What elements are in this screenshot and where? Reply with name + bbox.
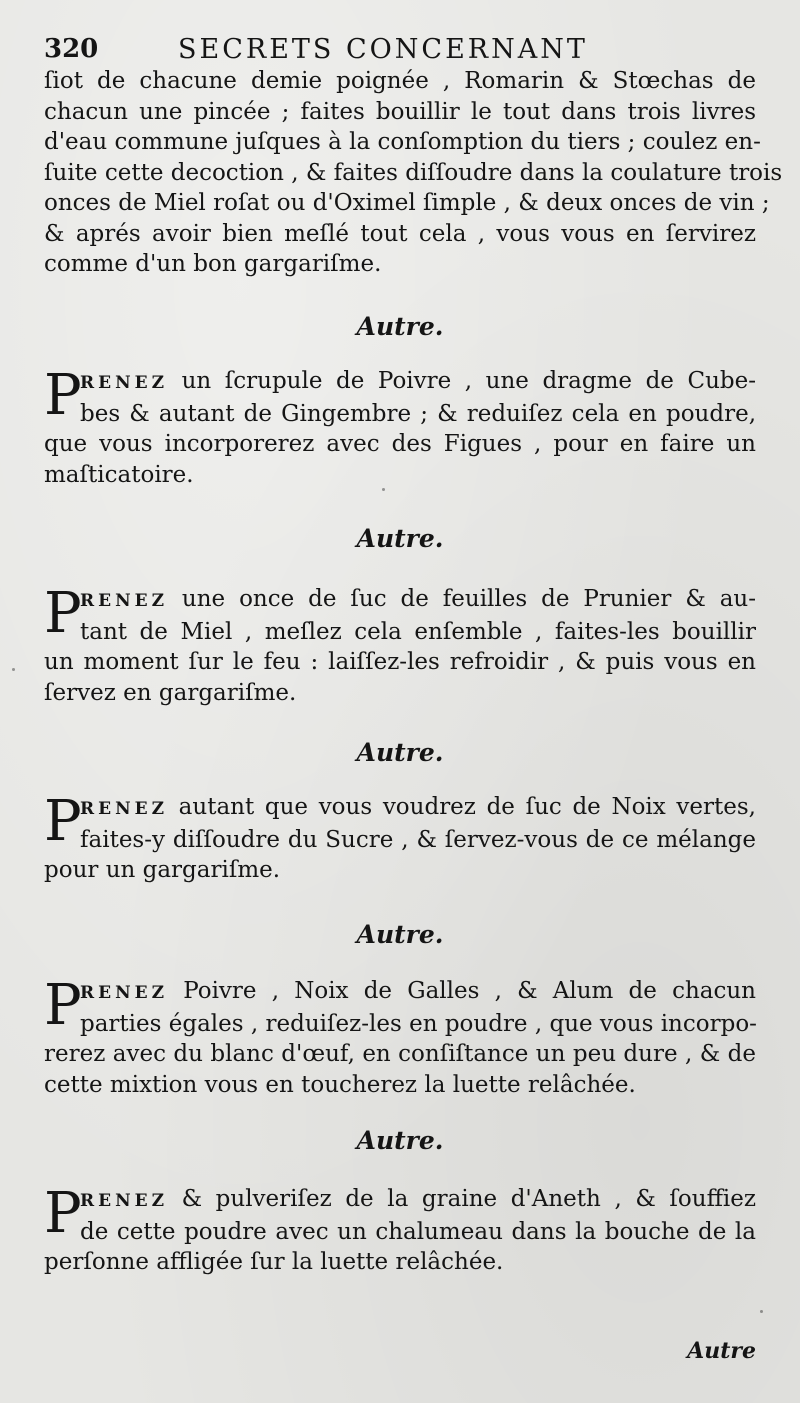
text-line: maſticatoire. xyxy=(44,461,194,488)
text-line: perſonne affligée ſur la luette relâchée. xyxy=(44,1249,504,1275)
catchword: Autre xyxy=(687,1338,756,1364)
running-title: SECRETS CONCERNANT xyxy=(178,34,588,65)
page-number: 320 xyxy=(44,34,99,64)
section-heading: Autre. xyxy=(356,1126,444,1155)
text-line: ſiot de chacune demie poignée , Romarin & Stœchas de xyxy=(44,68,756,94)
paper-speck xyxy=(12,668,15,671)
recipe-paragraph xyxy=(44,581,756,708)
text-line: & aprés avoir bien meſlé tout cela , vous vous en ſervirez xyxy=(44,220,756,247)
text-line: bes & autant de Gingembre ; & reduiſez cela en poudre, xyxy=(80,400,756,427)
line-text: Poivre , Noix de Galles , & Alum de chacun xyxy=(183,978,756,1004)
paper-speck xyxy=(382,488,385,491)
lead-word: RENEZ xyxy=(80,373,168,393)
paper-speck xyxy=(760,1310,763,1313)
text-line: chacun une pincée ; faites bouillir le tout dans trois livres xyxy=(44,98,756,125)
drop-cap: P xyxy=(44,973,82,1038)
text-line: onces de Miel roſat ou d'Oximel ſimple , & deux onces de vin ; xyxy=(44,190,770,216)
intro-paragraph xyxy=(44,66,783,280)
text-line xyxy=(44,1184,756,1217)
section-heading: Autre. xyxy=(356,920,444,949)
text-line xyxy=(44,366,756,399)
running-head xyxy=(44,34,754,68)
text-line: d'eau commune juſques à la conſomption du tiers ; coulez en- xyxy=(44,129,761,155)
lead-word: RENEZ xyxy=(80,983,168,1003)
recipe-paragraph xyxy=(44,789,756,886)
drop-cap: P xyxy=(44,789,82,854)
recipe-paragraph xyxy=(44,973,757,1100)
lead-word: RENEZ xyxy=(80,799,168,819)
line-text: un ſcrupule de Poivre , une dragme de Cube- xyxy=(181,368,756,394)
section-heading: Autre. xyxy=(356,524,444,553)
text-line xyxy=(44,584,756,617)
recipe-paragraph xyxy=(44,363,756,490)
line-text: & pulveriſez de la graine d'Aneth , & ſouffiez xyxy=(181,1186,756,1212)
lead-word: RENEZ xyxy=(80,1191,168,1211)
section-heading: Autre. xyxy=(356,738,444,767)
text-line xyxy=(44,792,756,825)
drop-cap: P xyxy=(44,581,82,646)
text-line: ſuite cette decoction , & faites diſſoudre dans la coulature trois xyxy=(44,159,783,186)
text-line: cette mixtion vous en toucherez la luette relâchée. xyxy=(44,1071,636,1098)
text-line: pour un gargariſme. xyxy=(44,857,281,883)
text-line: parties égales , reduiſez-les en poudre , que vous incorpo- xyxy=(80,1010,757,1037)
text-line: rerez avec du blanc d'œuf, en conſiſtance un peu dure , & de xyxy=(44,1041,756,1067)
drop-cap: P xyxy=(44,363,82,428)
section-heading: Autre. xyxy=(356,312,444,341)
drop-cap: P xyxy=(44,1181,82,1246)
text-line: un moment ſur le feu : laiſſez-les refroidir , & puis vous en xyxy=(44,649,756,675)
text-line: comme d'un bon gargariſme. xyxy=(44,251,382,277)
text-line xyxy=(44,976,756,1009)
line-text: une once de ſuc de feuilles de Prunier & au- xyxy=(181,586,756,612)
recipe-paragraph xyxy=(44,1181,756,1278)
text-line: que vous incorporerez avec des Figues , pour en faire un xyxy=(44,431,756,457)
line-text: autant que vous voudrez de ſuc de Noix vertes, xyxy=(178,794,756,820)
text-line: de cette poudre avec un chalumeau dans la bouche de la xyxy=(80,1218,756,1245)
text-line: faites-y diſſoudre du Sucre , & ſervez-vous de ce mélange xyxy=(80,826,756,853)
lead-word: RENEZ xyxy=(80,591,168,611)
text-line: ſervez en gargariſme. xyxy=(44,679,297,706)
text-line: tant de Miel , meſlez cela enſemble , faites-les bouillir xyxy=(80,618,756,645)
